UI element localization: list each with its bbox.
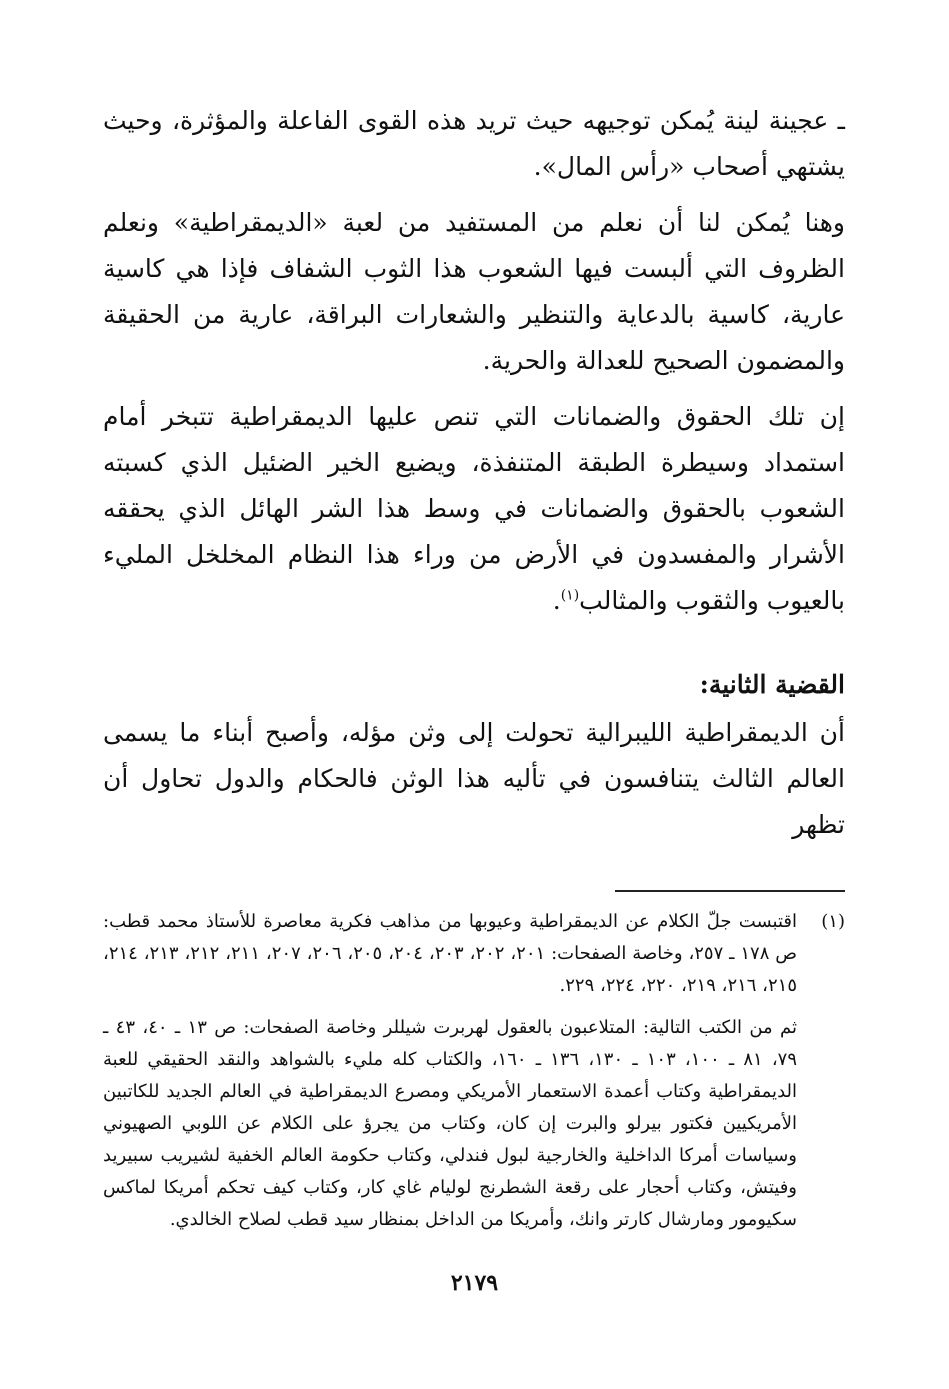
page-number: ٢١٧٩: [450, 1270, 499, 1296]
footnote-2: [103, 1012, 845, 1236]
footnote-1-text: اقتبست جلّ الكلام عن الديمقراطية وعيوبها من مذاهب فكرية معاصرة للأستاذ محمد قطب: ص ١٧٨ ـ ٢٥٧، وخاصة الصفحات: ٢٠١، ٢٠٢، ٢٠٣، ٢٠٤، ٢٠٥، ٢٠٦، ٢٠٧، ٢١١، ٢١٢، ٢١٣، ٢١٤، ٢١٥، ٢١٦، ٢١٩، ٢٢٠، ٢٢٤، ٢٢٩.: [103, 911, 798, 996]
paragraph-3: [103, 394, 845, 624]
paragraph-4: أن الديمقراطية الليبرالية تحولت إلى وثن مؤله، وأصبح أبناء ما يسمى العالم الثالث يتنافسون في تأليه هذا الوثن فالحكام والدول تحاول أن تظهر: [103, 718, 845, 839]
paragraph-2: وهنا يُمكن لنا أن نعلم من المستفيد من لعبة «الديمقراطية» ونعلم الظروف التي ألبست فيها الشعوب هذا الثوب الشفاف فإذا هي كاسية عارية، كاسية بالدعاية والتنظير والشعارات البراقة، عارية من الحقيقة والمضمون الصحيح للعدالة والحرية.: [103, 208, 845, 375]
footnote-separator: [615, 890, 845, 892]
paragraph-3-text: إن تلك الحقوق والضمانات التي تنص عليها الديمقراطية تتبخر أمام استمداد وسيطرة الطبقة المتنفذة، ويضيع الخير الضئيل الذي كسبته الشعوب بالحقوق والضمانات في وسط هذا الشر الهائل الذي يحققه الأشرار والمفسدون في الأرض من وراء هذا النظام المخلخل المليء بالعيوب والثقوب والمثالب: [103, 402, 845, 615]
paragraph-3-end: .: [552, 586, 561, 615]
page-content: [103, 98, 845, 1236]
footnote-ref-1: (١): [560, 587, 580, 604]
footnote-2-text: ثم من الكتب التالية: المتلاعبون بالعقول لهربرت شيللر وخاصة الصفحات: ص ١٣ ـ ٤٠، ٤٣ ـ ٧٩، ٨١ ـ ١٠٠، ١٠٣ ـ ١٣٠، ١٣٦ ـ ١٦٠، والكتاب كله مليء بالشواهد والنقد الحقيقي للعبة الديمقراطية وكتاب أعمدة الاستعمار الأمريكي ومصرع الديمقراطية في العالم الجديد للكاتبين الأمريكيين فكتور بيرلو والبرت إن كان، وكتاب من يجرؤ على الكلام عن اللوبي الصهيوني وسياسات أمركا الداخلية والخارجية لبول فندلي، وكتاب حكومة العالم الخفية لشيريب سبيريد وفيتش، وكتاب أحجار على رقعة الشطرنج لوليام غاي كار، وكتاب كيف تحكم أمريكا لماكس سكيومور ومارشال كارتر وانك، وأمريكا من الداخل بمنظار سيد قطب لصلاح الخالدي.: [103, 1017, 798, 1230]
footnote-1-number: (١): [821, 911, 845, 932]
paragraph-1: ـ عجينة لينة يُمكن توجيهه حيث تريد هذه القوى الفاعلة والمؤثرة، وحيث يشتهي أصحاب «رأس المال».: [103, 106, 845, 181]
footnote-1: [103, 906, 845, 1002]
section-heading: القضية الثانية:: [699, 670, 845, 699]
